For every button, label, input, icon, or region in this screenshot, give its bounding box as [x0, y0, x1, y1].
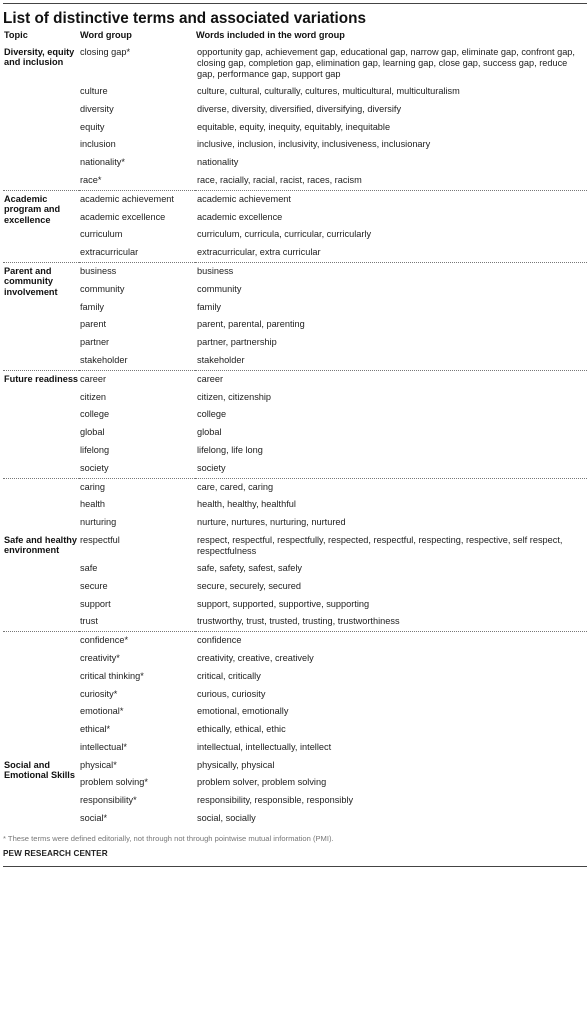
topic-cell: Safe and healthy environment — [4, 534, 78, 556]
words-cell: physically, physical — [197, 759, 275, 770]
word-group-cell: creativity* — [80, 652, 120, 663]
topic-spacer — [3, 478, 79, 532]
table-row — [3, 774, 587, 792]
words-cell: academic achievement — [195, 190, 587, 208]
words-cell: curious, curiosity — [197, 688, 266, 699]
word-group-cell: support — [80, 598, 111, 609]
word-group-cell: equity — [80, 121, 105, 132]
table-row — [3, 209, 587, 227]
word-group-cell: culture — [80, 86, 108, 96]
table-row — [3, 83, 587, 101]
words-cell: secure, securely, secured — [197, 580, 301, 591]
words-cell: emotional, emotionally — [197, 706, 289, 717]
words-cell: creativity, creative, creatively — [197, 652, 314, 663]
word-group-cell: stakeholder — [80, 354, 128, 365]
words-cell: health, healthy, healthful — [197, 499, 296, 510]
word-group-cell: academic excellence — [80, 211, 166, 222]
word-group-cell: academic achievement — [79, 190, 195, 208]
word-group-cell: trust — [80, 616, 98, 627]
word-group-cell: race* — [80, 174, 102, 185]
topic-cell: Parent and community involvement — [3, 262, 79, 370]
table-row — [3, 496, 587, 514]
word-group-cell: college — [80, 409, 110, 420]
words-cell: trustworthy, trust, trusted, trusting, trustworthiness — [197, 616, 400, 627]
table-row — [3, 316, 587, 334]
word-group-cell: curriculum — [80, 229, 123, 240]
table-row — [3, 650, 587, 668]
word-group-cell: citizen — [80, 391, 107, 402]
topic-spacer — [3, 632, 79, 757]
word-group-cell: business — [79, 262, 195, 280]
word-group-cell: career — [79, 370, 195, 388]
words-cell: extracurricular, extra curricular — [197, 247, 321, 258]
table-row — [3, 370, 587, 388]
word-group-cell: society — [80, 462, 109, 473]
header-word-group: Word group — [80, 30, 132, 40]
word-group-cell: extracurricular — [80, 247, 139, 258]
word-group-cell: problem solving* — [80, 777, 148, 788]
word-group-cell: health — [80, 499, 106, 510]
word-group-cell: responsibility* — [80, 795, 137, 806]
table-row — [3, 739, 587, 757]
words-cell: partner, partnership — [197, 337, 277, 348]
word-group-cell: confidence* — [79, 632, 195, 650]
word-group-cell: critical thinking* — [80, 670, 144, 681]
words-cell: care, cared, caring — [195, 478, 587, 496]
word-group-cell: family — [80, 301, 104, 312]
words-cell: intellectual, intellectually, intellect — [197, 741, 332, 752]
words-cell: college — [197, 409, 227, 420]
words-cell: ethically, ethical, ethic — [197, 724, 286, 735]
table-body — [3, 44, 587, 828]
words-cell: opportunity gap, achievement gap, educational gap, narrow gap, eliminate gap, confront gap, closing gap, completion gap, elimination gap, learning gap, close gap, success gap, reduce gap, performance gap, support gap — [197, 47, 575, 79]
table-row — [3, 686, 587, 704]
word-group-cell: caring — [79, 478, 195, 496]
word-group-cell: nationality* — [80, 157, 125, 168]
table-row — [3, 613, 587, 631]
word-group-cell: nurturing — [80, 517, 117, 528]
word-group-cell: curiosity* — [80, 688, 118, 699]
table-row — [3, 596, 587, 614]
topic-cell: Diversity, equity and inclusion — [4, 47, 75, 68]
footnote: * These terms were defined editorially, not through not through pointwise mutual information (PMI). — [3, 833, 334, 843]
table-row — [3, 119, 587, 137]
words-cell: nationality — [197, 157, 239, 168]
table-row — [3, 299, 587, 317]
table-row — [3, 810, 587, 828]
words-cell: community — [197, 283, 242, 294]
word-group-cell: global — [80, 427, 105, 438]
table-row — [3, 389, 587, 407]
words-cell: critical, critically — [197, 670, 261, 681]
words-cell: culture, cultural, culturally, cultures, multicultural, multiculturalism — [197, 86, 460, 96]
word-group-cell: social* — [80, 813, 108, 824]
table-row — [3, 190, 587, 208]
word-group-cell: closing gap* — [80, 47, 131, 57]
words-cell: social, socially — [197, 813, 256, 824]
bottom-rule — [3, 866, 587, 867]
table-row — [3, 101, 587, 119]
table-row — [3, 578, 587, 596]
words-cell: confidence — [195, 632, 587, 650]
words-cell: safe, safety, safest, safely — [197, 562, 303, 573]
word-group-cell: community — [80, 283, 125, 294]
table-row — [3, 262, 587, 280]
words-cell: race, racially, racial, racist, races, racism — [197, 174, 362, 185]
table-row — [3, 632, 587, 650]
topic-cell: Future readiness — [3, 370, 79, 478]
words-cell: equitable, equity, inequity, equitably, inequitable — [197, 121, 391, 132]
words-cell: nurture, nurtures, nurturing, nurtured — [197, 517, 346, 528]
table-row — [3, 226, 587, 244]
words-cell: business — [195, 262, 587, 280]
word-group-cell: emotional* — [80, 706, 124, 717]
words-cell: problem solver, problem solving — [197, 777, 327, 788]
words-cell: career — [195, 370, 587, 388]
words-cell: curriculum, curricula, curricular, curricularly — [197, 229, 372, 240]
table-row — [3, 334, 587, 352]
word-group-cell: secure — [80, 580, 108, 591]
table-row — [3, 442, 587, 460]
table-row — [3, 244, 587, 262]
table-row — [3, 668, 587, 686]
page — [3, 3, 587, 867]
table-row — [3, 460, 587, 478]
table-row — [3, 532, 587, 560]
table-row — [3, 792, 587, 810]
table-row — [3, 560, 587, 578]
table-row — [3, 172, 587, 190]
table-row — [3, 757, 587, 775]
words-cell: family — [197, 301, 221, 312]
words-cell: global — [197, 427, 222, 438]
table-row — [3, 424, 587, 442]
word-group-cell: respectful — [80, 534, 120, 545]
words-cell: support, supported, supportive, supporting — [197, 598, 370, 609]
table-row — [3, 721, 587, 739]
words-cell: responsibility, responsible, responsibly — [197, 795, 354, 806]
table-row — [3, 406, 587, 424]
header-row — [3, 28, 587, 44]
words-cell: society — [197, 462, 226, 473]
table-row — [3, 154, 587, 172]
top-rule — [3, 3, 587, 4]
table-row — [3, 514, 587, 532]
terms-table — [3, 28, 587, 828]
table-row — [3, 136, 587, 154]
words-cell: diverse, diversity, diversified, diversifying, diversify — [197, 103, 402, 114]
words-cell: respect, respectful, respectfully, respected, respectful, respecting, respective, self respect, respectfulness — [197, 534, 563, 556]
word-group-cell: inclusion — [80, 139, 116, 150]
table-row — [3, 352, 587, 370]
header-words: Words included in the word group — [196, 30, 345, 40]
words-cell: academic excellence — [197, 211, 283, 222]
source-credit: PEW RESEARCH CENTER — [3, 848, 108, 858]
word-group-cell: lifelong — [80, 444, 110, 455]
page-title: List of distinctive terms and associated variations — [3, 10, 366, 27]
table-row — [3, 703, 587, 721]
topic-cell: Social and Emotional Skills — [4, 759, 75, 781]
word-group-cell: safe — [80, 562, 98, 573]
word-group-cell: partner — [80, 337, 110, 348]
word-group-cell: parent — [80, 319, 107, 330]
word-group-cell: ethical* — [80, 724, 111, 735]
words-cell: parent, parental, parenting — [197, 319, 305, 330]
header-topic: Topic — [4, 30, 28, 40]
words-cell: stakeholder — [197, 354, 245, 365]
words-cell: inclusive, inclusion, inclusivity, inclusiveness, inclusionary — [197, 139, 431, 150]
words-cell: citizen, citizenship — [197, 391, 272, 402]
word-group-cell: physical* — [80, 759, 117, 770]
table-row — [3, 44, 587, 83]
topic-cell: Academic program and excellence — [3, 190, 79, 262]
table-row — [3, 281, 587, 299]
word-group-cell: diversity — [80, 103, 114, 114]
word-group-cell: intellectual* — [80, 741, 127, 752]
words-cell: lifelong, life long — [197, 444, 263, 455]
table-row — [3, 478, 587, 496]
